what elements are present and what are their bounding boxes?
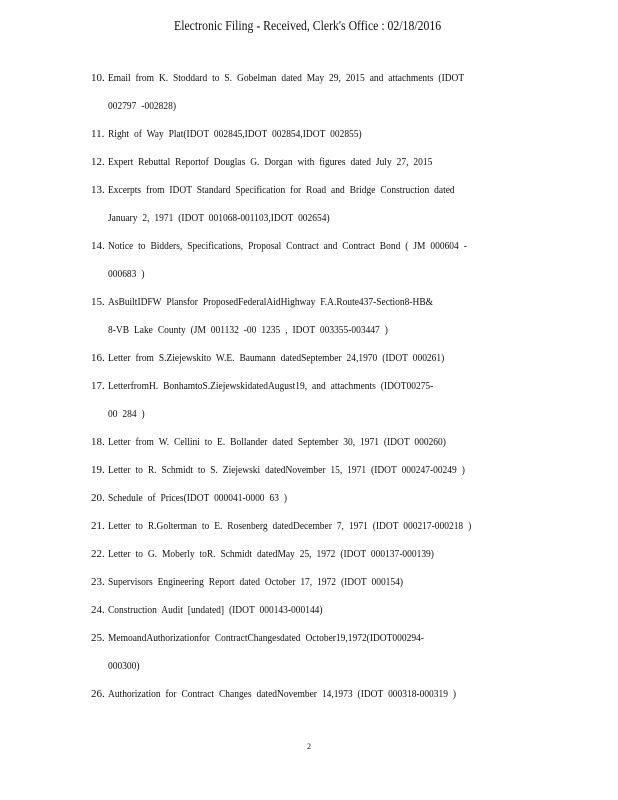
item-text-line: Letter to R. Schmidt to S. Ziejewski datedNovember 15, 1971 (IDOT 000247-00249 )	[108, 464, 465, 476]
item-number: 13.	[91, 184, 105, 196]
list-item	[0, 71, 618, 127]
item-number: 12.	[91, 156, 105, 168]
list-item	[0, 295, 618, 351]
item-text-line: Notice to Bidders, Specifications, Proposal Contract and Contract Bond ( JM 000604 -	[108, 240, 467, 252]
item-text-line: 000300)	[108, 660, 140, 672]
item-number: 26.	[91, 688, 105, 700]
list-item	[0, 379, 618, 435]
item-text-line: AsBuiltIDFW Plansfor ProposedFederalAidHighway F.A.Route437-Section8-HB&	[108, 296, 434, 308]
item-text-line: Email from K. Stoddard to S. Gobelman dated May 29, 2015 and attachments (IDOT	[108, 72, 465, 84]
item-text	[108, 512, 471, 540]
item-text	[108, 344, 444, 372]
item-number: 16.	[91, 352, 105, 364]
item-text-line: Letter to G. Moberly toR. Schmidt datedMay 25, 1972 (IDOT 000137-000139)	[108, 548, 434, 560]
item-number: 19.	[91, 464, 105, 476]
item-text	[108, 288, 433, 344]
list-item	[0, 687, 618, 715]
item-text-line: Expert Rebuttal Reportof Douglas G. Dorgan with figures dated July 27, 2015	[108, 156, 433, 168]
item-text	[108, 596, 323, 624]
item-text-line: Letter from S.Ziejewskito W.E. Baumann datedSeptember 24,1970 (IDOT 000261)	[108, 352, 445, 364]
item-text-line: Letter from W. Cellini to E. Bollander dated September 30, 1971 (IDOT 000260)	[108, 436, 446, 448]
item-text-line: Excerpts from IDOT Standard Specification for Road and Bridge Construction dated	[108, 184, 455, 196]
item-text	[108, 120, 362, 148]
item-text-line: 002797 -002828)	[108, 100, 177, 112]
item-text	[108, 680, 456, 708]
item-text	[108, 232, 467, 288]
item-text	[108, 624, 424, 680]
exhibit-list	[0, 71, 618, 715]
list-item	[0, 239, 618, 295]
item-text-line: Supervisors Engineering Report dated October 17, 1972 (IDOT 000154)	[108, 576, 404, 588]
item-text-line: LetterfromH. BonhamtoS.ZiejewskidatedAugust19, and attachments (IDOT00275-	[108, 380, 434, 392]
item-text-line: January 2, 1971 (IDOT 001068-001103,IDOT 002654)	[108, 212, 330, 224]
item-text	[108, 428, 446, 456]
item-text-line: 00 284 )	[108, 408, 145, 420]
list-item	[0, 183, 618, 239]
item-text-line: Letter to R.Golterman to E. Rosenberg datedDecember 7, 1971 (IDOT 000217-000218 )	[108, 520, 472, 532]
item-text	[108, 540, 434, 568]
item-number: 17.	[91, 380, 105, 392]
item-number: 11.	[91, 128, 105, 140]
item-text	[108, 64, 464, 120]
item-number: 21.	[91, 520, 105, 532]
item-text	[108, 568, 403, 596]
item-text	[108, 456, 465, 484]
filing-header: Electronic Filing - Received, Clerk's Office : 02/18/2016	[174, 19, 442, 34]
list-item	[0, 631, 618, 687]
item-text-line: Authorization for Contract Changes datedNovember 14,1973 (IDOT 000318-000319 )	[108, 688, 457, 700]
item-number: 18.	[91, 436, 105, 448]
item-text-line: 000683 )	[108, 268, 145, 280]
item-text-line: Right of Way Plat(IDOT 002845,IDOT 002854,IDOT 002855)	[108, 128, 362, 140]
item-text	[108, 484, 287, 512]
item-number: 15.	[91, 296, 105, 308]
item-number: 10.	[91, 72, 105, 84]
item-number: 14.	[91, 240, 105, 252]
list-item	[0, 463, 618, 491]
item-number: 20.	[91, 492, 105, 504]
item-text-line: 8-VB Lake County (JM 001132 -00 1235 , IDOT 003355-003447 )	[108, 324, 388, 336]
page-number: 2	[307, 742, 311, 751]
item-text	[108, 176, 455, 232]
item-text-line: Schedule of Prices(IDOT 000041-0000 63 )	[108, 492, 288, 504]
item-text-line: Construction Audit [undated] (IDOT 000143-000144)	[108, 604, 323, 616]
item-number: 25.	[91, 632, 105, 644]
item-number: 22.	[91, 548, 105, 560]
item-number: 24.	[91, 604, 105, 616]
item-text	[108, 148, 432, 176]
item-text	[108, 372, 433, 428]
item-number: 23.	[91, 576, 105, 588]
item-text-line: MemoandAuthorizationfor ContractChangesdated October19,1972(IDOT000294-	[108, 632, 424, 644]
